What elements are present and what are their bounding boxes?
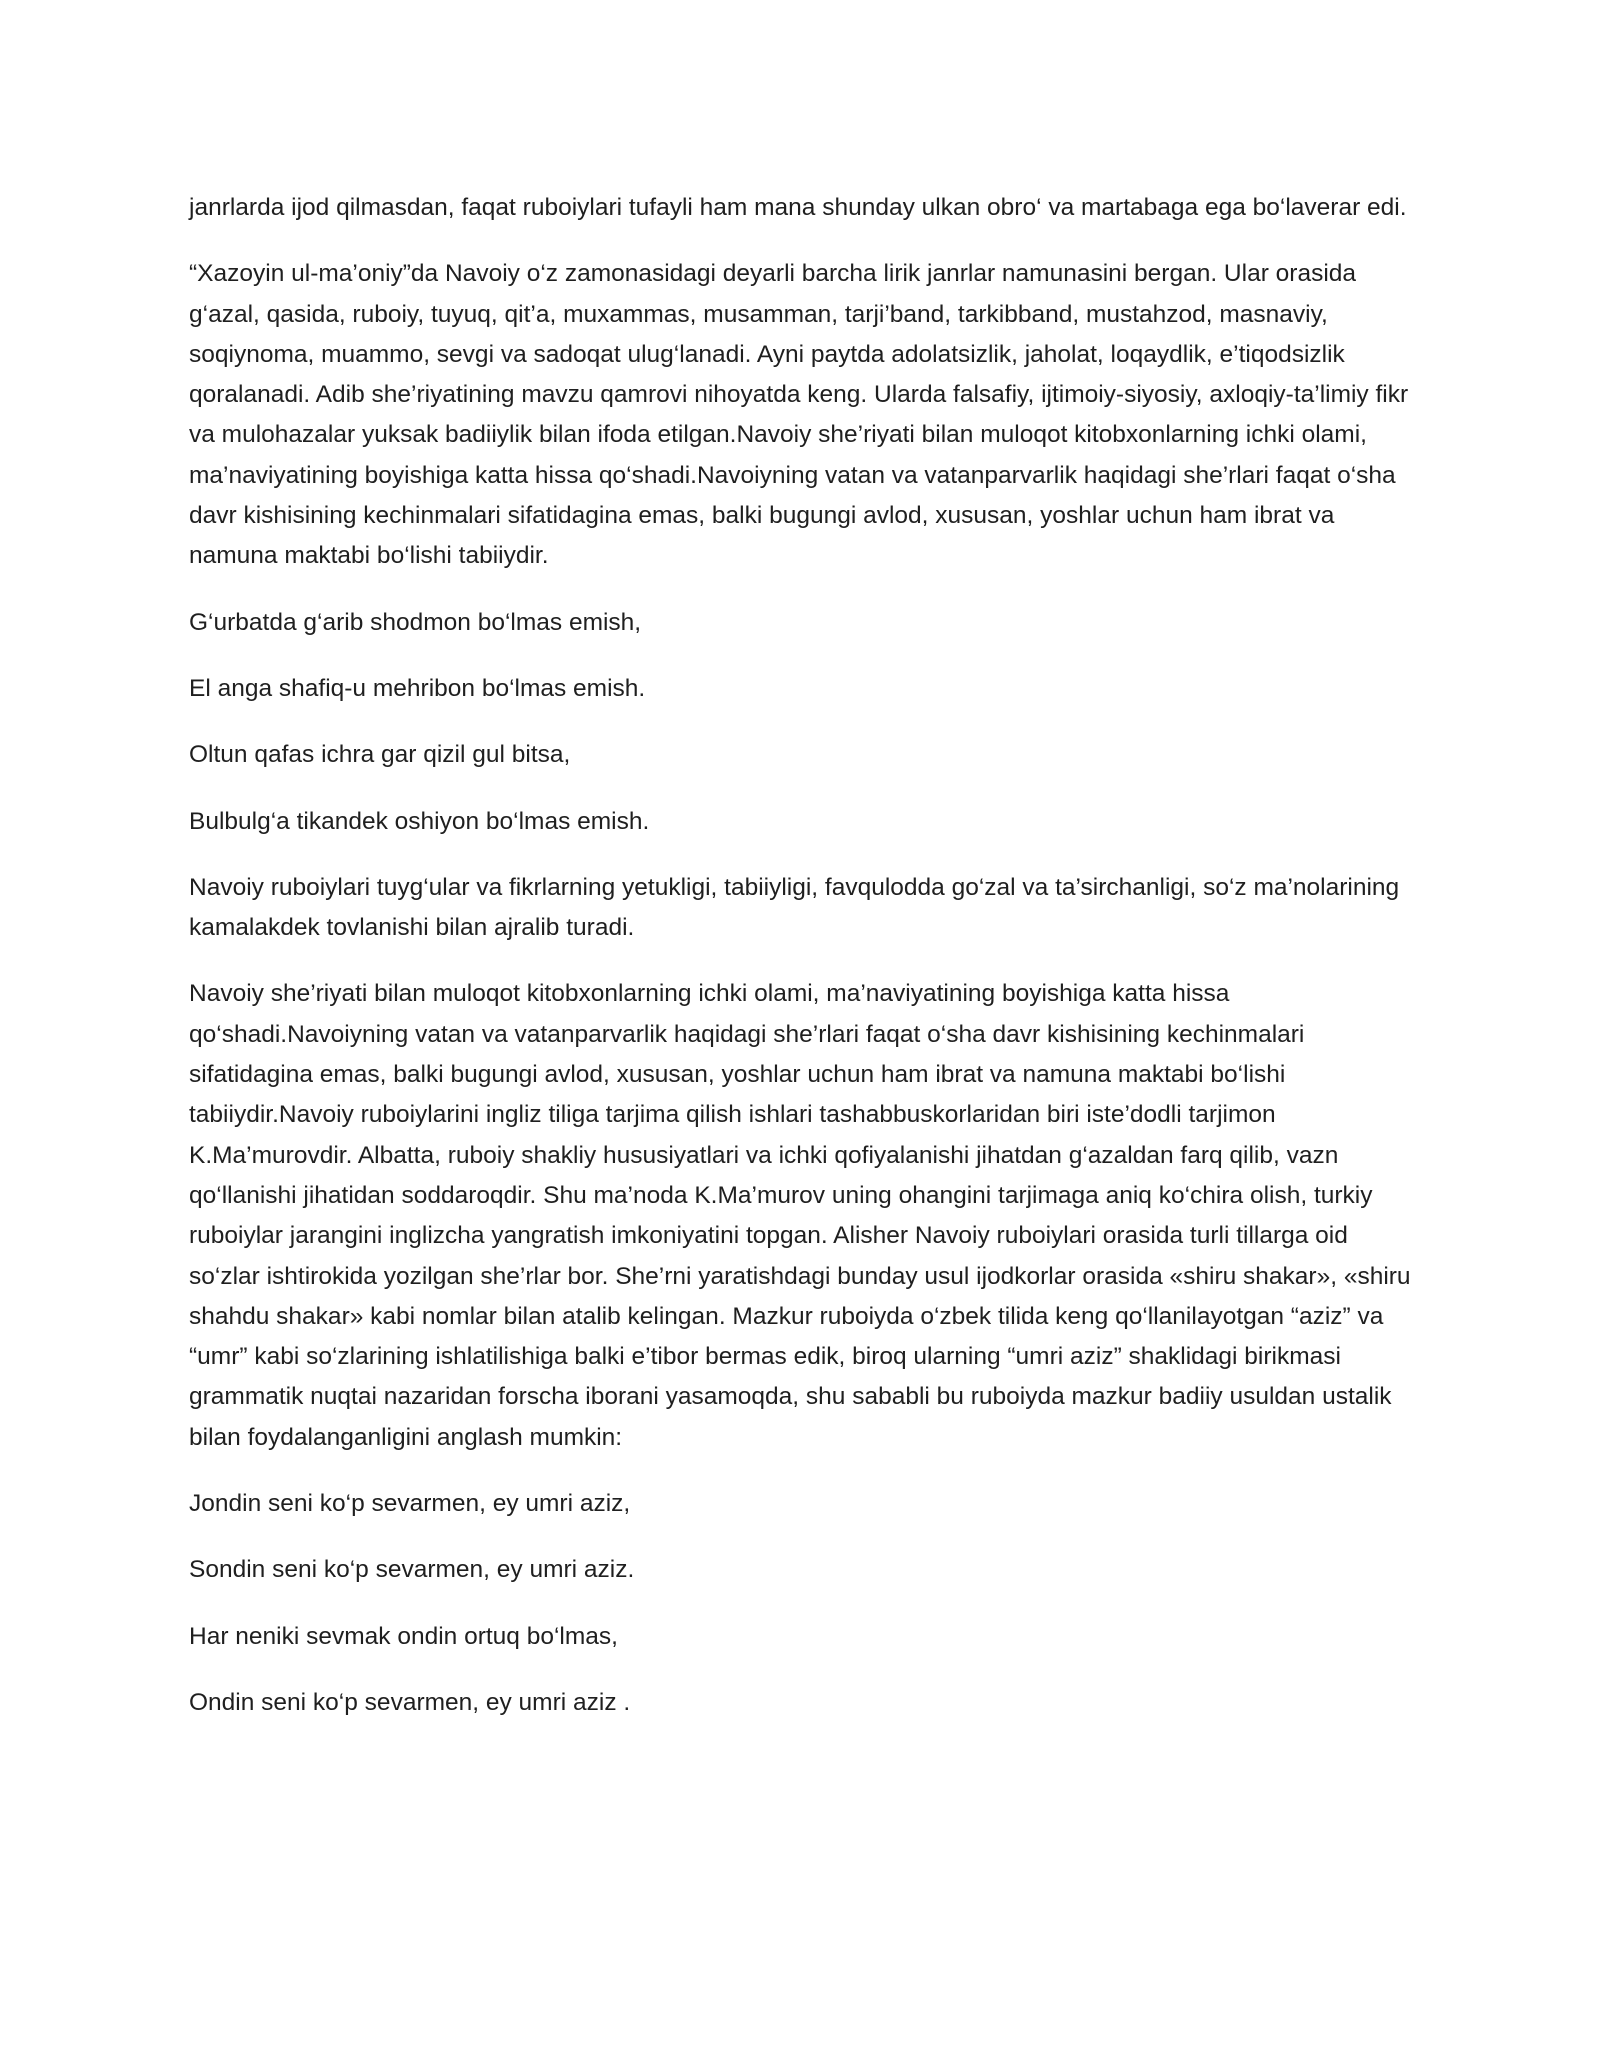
document-body bbox=[189, 188, 1419, 1749]
verse-line-3: Oltun qafas ichra gar qizil gul bitsa, bbox=[189, 741, 571, 769]
verse-line-2: El anga shafiq-u mehribon bo‘lmas emish. bbox=[189, 674, 646, 702]
verse-line-5: Jondin seni ko‘p sevarmen, ey umri aziz, bbox=[189, 1490, 631, 1518]
paragraph-translation: Navoiy she’riyati bilan muloqot kitobxonlarning ichki olami, ma’naviyatining boyishiga katta hissa qo‘shadi.Navoiyning vatan va vatanparvarlik haqidagi she’rlari faqat o‘sha davr kishisining kechinmalari sifatidagina emas, balki bugungi avlod, xususan, yoshlar uchun ham ibrat va namuna maktabi bo‘lishi tabiiydir.Navoiy ruboiylarini ingliz tiliga tarjima qilish ishlari tashabbuskorlaridan biri iste’dodli tarjimon K.Ma’murovdir. Albatta, ruboiy shakliy hususiyatlari va ichki qofiyalanishi jihatdan g‘azaldan farq qilib, vazn qo‘llanishi jihatidan soddaroqdir. Shu ma’noda K.Ma’murov uning ohangini tarjimaga aniq ko‘chira olish, turkiy ruboiylar jarangini inglizcha yangratish imkoniyatini topgan. Alisher Navoiy ruboiylari orasida turli tillarga oid so‘zlar ishtirokida yozilgan she’rlar bor. She’rni yaratishdagi bunday usul ijodkorlar orasida «shiru shakar», «shiru shahdu shakar» kabi nomlar bilan atalib kelingan. Mazkur ruboiyda o‘zbek tilida keng qo‘llanilayotgan “aziz” va “umr” kabi so‘zlarining ishlatilishiga balki e’tibor bermas edik, biroq ularning “umri aziz” shaklidagi birikmasi grammatik nuqtai nazaridan forscha iborani yasamoqda, shu sababli bu ruboiyda mazkur badiiy usuldan ustalik bilan foydalanganligini anglash mumkin: bbox=[189, 980, 1411, 1451]
verse-line-6: Sondin seni ko‘p sevarmen, ey umri aziz. bbox=[189, 1556, 635, 1584]
verse-line-8: Ondin seni ko‘p sevarmen, ey umri aziz . bbox=[189, 1688, 631, 1716]
verse-line-7: Har neniki sevmak ondin ortuq bo‘lmas, bbox=[189, 1622, 618, 1650]
paragraph-intro-continuation: janrlarda ijod qilmasdan, faqat ruboiylari tufayli ham mana shunday ulkan obro‘ va martabaga ega bo‘laverar edi. bbox=[189, 194, 1407, 221]
paragraph-xazoyin-genres: “Xazoyin ul-ma’oniy”da Navoiy o‘z zamonasidagi deyarli barcha lirik janrlar namunasini bergan. Ular orasida g‘azal, qasida, ruboiy, tuyuq, qit’a, muxammas, musamman, tarji’band, tarkibband, mustahzod, masnaviy, soqiynoma, muammo, sevgi va sadoqat ulug‘lanadi. Ayni paytda adolatsizlik, jaholat, loqaydlik, e’tiqodsizlik qoralanadi. Adib she’riyatining mavzu qamrovi nihoyatda keng. Ularda falsafiy, ijtimoiy-siyosiy, axloqiy-ta’limiy fikr va mulohazalar yuksak badiiylik bilan ifoda etilgan.Navoiy she’riyati bilan muloqot kitobxonlarning ichki olami, ma’naviyatining boyishiga katta hissa qo‘shadi.Navoiyning vatan va vatanparvarlik haqidagi she’rlari faqat o‘sha davr kishisining kechinmalari sifatidagina emas, balki bugungi avlod, xususan, yoshlar uchun ham ibrat va namuna maktabi bo‘lishi tabiiydir. bbox=[189, 260, 1409, 570]
verse-line-1: G‘urbatda g‘arib shodmon bo‘lmas emish, bbox=[189, 608, 642, 636]
paragraph-ruboiy-qualities: Navoiy ruboiylari tuyg‘ular va fikrlarning yetukligi, tabiiyligi, favqulodda go‘zal va ta’sirchanligi, so‘z ma’nolarining kamalakdek tovlanishi bilan ajralib turadi. bbox=[189, 873, 1400, 942]
verse-line-4: Bulbulg‘a tikandek oshiyon bo‘lmas emish. bbox=[189, 807, 650, 835]
